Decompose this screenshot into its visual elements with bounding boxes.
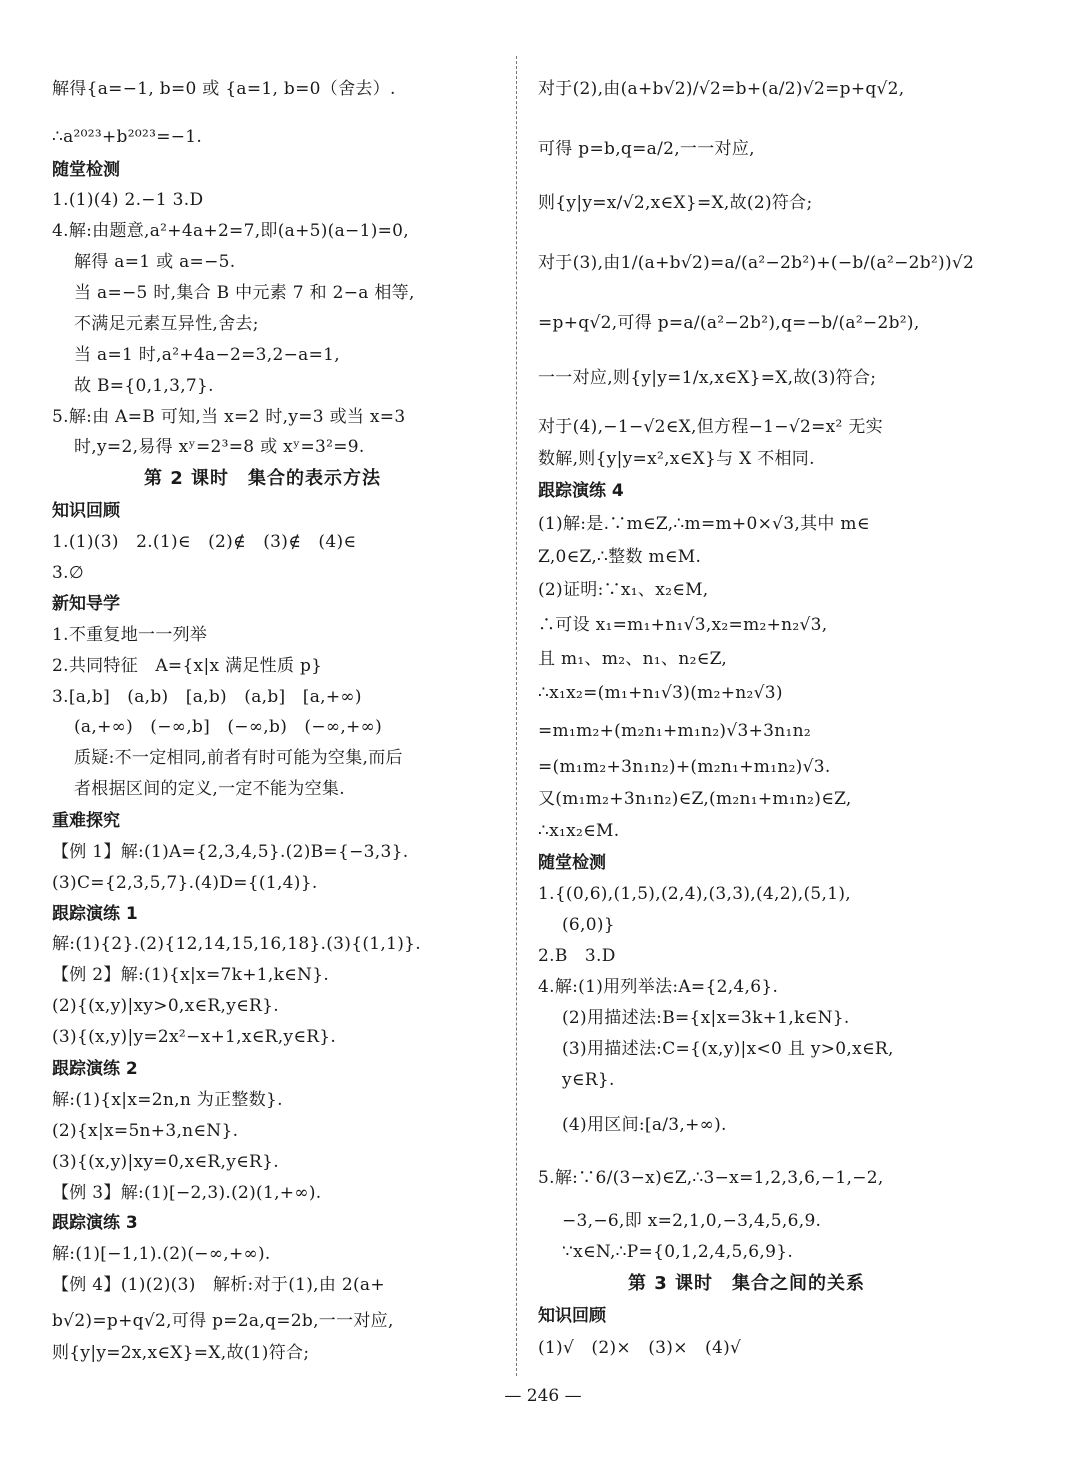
text-line: 5.解:由 A=B 可知,当 x=2 时,y=3 或当 x=3 <box>52 407 406 427</box>
text-line: 又(m₁m₂+3n₁n₂)∈Z,(m₂n₁+m₁n₂)∈Z, <box>538 789 852 809</box>
section-heading: 跟踪演练 4 <box>538 481 624 501</box>
text-line: 对于(4),−1−√2∈X,但方程−1−√2=x² 无实 <box>538 417 883 437</box>
text-line: 【例 3】解:(1)[−2,3).(2)(1,+∞). <box>52 1183 322 1203</box>
text-line: 质疑:不一定相同,前者有时可能为空集,而后 <box>74 748 403 768</box>
text-line: (1)解:是.∵m∈Z,∴m=m+0×√3,其中 m∈ <box>538 514 870 534</box>
lesson-title: 第 3 课时 集合之间的关系 <box>628 1273 866 1294</box>
text-line: 不满足元素互异性,舍去; <box>74 314 259 334</box>
text-line: (6,0)} <box>562 915 615 935</box>
text-line: (3)用描述法:C={(x,y)|x<0 且 y>0,x∈R, <box>562 1039 894 1059</box>
text-line: 【例 4】(1)(2)(3) 解析:对于(1),由 2(a+ <box>52 1275 385 1295</box>
text-line: =m₁m₂+(m₂n₁+m₁n₂)√3+3n₁n₂ <box>538 721 812 741</box>
text-line: Z,0∈Z,∴整数 m∈M. <box>538 547 702 567</box>
text-line: (2)证明:∵x₁、x₂∈M, <box>538 580 709 600</box>
text-line: 5.解:∵6/(3−x)∈Z,∴3−x=1,2,3,6,−1,−2, <box>538 1168 884 1188</box>
text-line: (1)√ (2)× (3)× (4)√ <box>538 1338 742 1358</box>
text-line: 3.[a,b] (a,b) [a,b) (a,b] [a,+∞) <box>52 687 362 707</box>
text-line: ∵x∈N,∴P={0,1,2,4,5,6,9}. <box>562 1242 794 1262</box>
text-line: 则{y|y=2x,x∈X}=X,故(1)符合; <box>52 1343 310 1363</box>
text-line: 2.B 3.D <box>538 946 616 966</box>
text-line: 者根据区间的定义,一定不能为空集. <box>74 779 345 799</box>
section-heading: 知识回顾 <box>52 501 120 521</box>
text-line: 1.(1)(4) 2.−1 3.D <box>52 190 204 210</box>
text-line: 2.共同特征 A={x|x 满足性质 p} <box>52 656 323 676</box>
text-line: (3){(x,y)|y=2x²−x+1,x∈R,y∈R}. <box>52 1027 337 1047</box>
text-line: ∴可设 x₁=m₁+n₁√3,x₂=m₂+n₂√3, <box>538 615 828 635</box>
text-line: ∴a²⁰²³+b²⁰²³=−1. <box>52 127 203 147</box>
text-line: 1.不重复地一一列举 <box>52 625 208 645</box>
text-line: 对于(2),由(a+b√2)/√2=b+(a/2)√2=p+q√2, <box>538 79 905 99</box>
text-line: 对于(3),由1/(a+b√2)=a/(a²−2b²)+(−b/(a²−2b²))√2 <box>538 253 975 273</box>
section-heading: 随堂检测 <box>52 160 120 180</box>
text-line: 解得 a=1 或 a=−5. <box>74 252 236 272</box>
text-line: y∈R}. <box>562 1070 615 1090</box>
text-line: 当 a=−5 时,集合 B 中元素 7 和 2−a 相等, <box>74 283 415 303</box>
text-line: 且 m₁、m₂、n₁、n₂∈Z, <box>538 649 728 669</box>
section-heading: 跟踪演练 1 <box>52 904 138 924</box>
section-heading: 重难探究 <box>52 811 120 831</box>
section-heading: 知识回顾 <box>538 1306 606 1326</box>
section-heading: 跟踪演练 2 <box>52 1059 138 1079</box>
text-line: 则{y|y=x/√2,x∈X}=X,故(2)符合; <box>538 193 813 213</box>
section-heading: 跟踪演练 3 <box>52 1213 138 1233</box>
column-divider <box>516 56 517 1376</box>
text-line: 1.{(0,6),(1,5),(2,4),(3,3),(4,2),(5,1), <box>538 884 851 904</box>
text-line: b√2)=p+q√2,可得 p=2a,q=2b,一一对应, <box>52 1311 394 1331</box>
text-line: 可得 p=b,q=a/2,一一对应, <box>538 139 755 159</box>
text-line: 时,y=2,易得 xʸ=2³=8 或 xʸ=3²=9. <box>74 437 365 457</box>
page-number: — 246 — <box>504 1386 582 1406</box>
text-line: 当 a=1 时,a²+4a−2=3,2−a=1, <box>74 345 340 365</box>
text-line: 一一对应,则{y|y=1/x,x∈X}=X,故(3)符合; <box>538 368 877 388</box>
text-line: (2)用描述法:B={x|x=3k+1,k∈N}. <box>562 1008 850 1028</box>
text-line: ∴x₁x₂∈M. <box>538 821 620 841</box>
text-line: 解:(1)[−1,1).(2)(−∞,+∞). <box>52 1244 271 1264</box>
text-line: 解得{a=−1, b=0 或 {a=1, b=0（舍去）. <box>52 79 396 99</box>
text-line: =p+q√2,可得 p=a/(a²−2b²),q=−b/(a²−2b²), <box>538 313 920 333</box>
text-line: 4.解:(1)用列举法:A={2,4,6}. <box>538 977 779 997</box>
text-line: 3.∅ <box>52 563 84 583</box>
text-line: 数解,则{y|y=x²,x∈X}与 X 不相同. <box>538 449 815 469</box>
text-line: (2){x|x=5n+3,n∈N}. <box>52 1121 239 1141</box>
text-line: 4.解:由题意,a²+4a+2=7,即(a+5)(a−1)=0, <box>52 221 410 241</box>
section-heading: 随堂检测 <box>538 853 606 873</box>
text-line: (a,+∞) (−∞,b] (−∞,b) (−∞,+∞) <box>74 717 382 737</box>
text-line: ∴x₁x₂=(m₁+n₁√3)(m₂+n₂√3) <box>538 683 783 703</box>
text-line: (3){(x,y)|xy=0,x∈R,y∈R}. <box>52 1152 279 1172</box>
text-line: 【例 2】解:(1){x|x=7k+1,k∈N}. <box>52 965 330 985</box>
text-line: 解:(1){x|x=2n,n 为正整数}. <box>52 1090 283 1110</box>
text-line: (2){(x,y)|xy>0,x∈R,y∈R}. <box>52 996 279 1016</box>
text-line: (3)C={2,3,5,7}.(4)D={(1,4)}. <box>52 873 318 893</box>
text-line: 1.(1)(3) 2.(1)∈ (2)∉ (3)∉ (4)∈ <box>52 532 357 552</box>
text-line: 故 B={0,1,3,7}. <box>74 376 214 396</box>
text-line: −3,−6,即 x=2,1,0,−3,4,5,6,9. <box>562 1211 822 1231</box>
text-line: (4)用区间:[a/3,+∞). <box>562 1115 727 1135</box>
text-line: 【例 1】解:(1)A={2,3,4,5}.(2)B={−3,3}. <box>52 842 409 862</box>
text-line: =(m₁m₂+3n₁n₂)+(m₂n₁+m₁n₂)√3. <box>538 757 831 777</box>
section-heading: 新知导学 <box>52 594 120 614</box>
text-line: 解:(1){2}.(2){12,14,15,16,18}.(3){(1,1)}. <box>52 934 421 954</box>
lesson-title: 第 2 课时 集合的表示方法 <box>144 468 382 489</box>
